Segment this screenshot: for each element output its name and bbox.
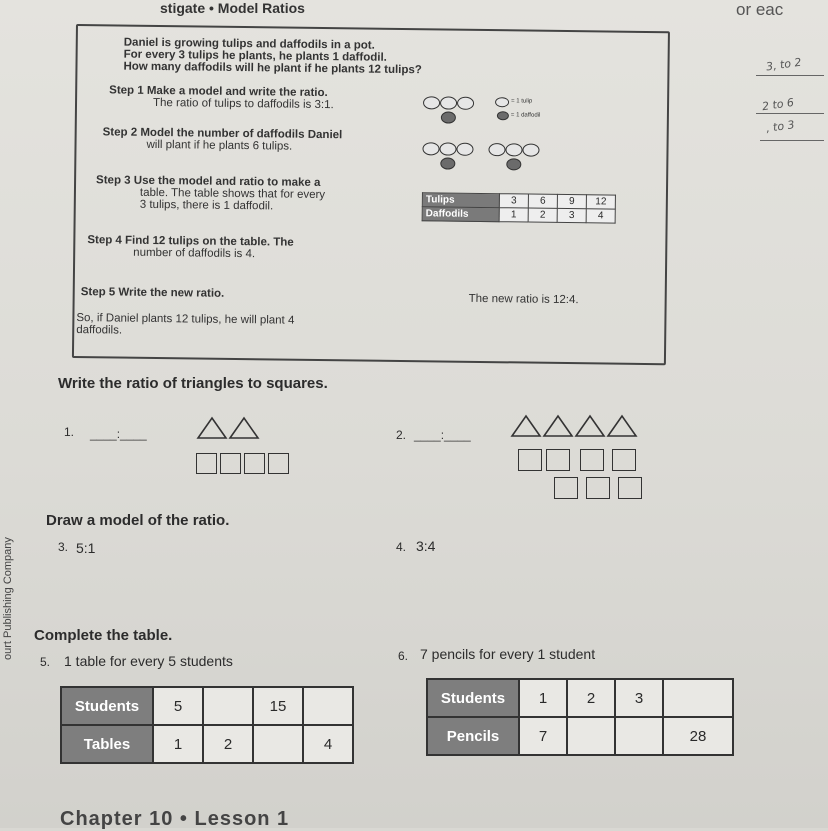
table-cell[interactable]: 5 (153, 687, 203, 725)
step4-detail: number of daffodils is 4. (133, 246, 256, 261)
table-cell[interactable] (203, 687, 253, 725)
tulip-circle (457, 97, 474, 110)
example-intro-line: For every 3 tulips he plants, he plants 1 daffodil. (123, 48, 387, 64)
table-cell: 1 (499, 208, 528, 222)
step1-title: Step 1 Make a model and write the ratio. (109, 84, 328, 100)
table-cell[interactable] (253, 725, 303, 763)
q4-ratio: 3:4 (416, 538, 436, 554)
table-cell[interactable]: 3 (615, 679, 663, 717)
section-heading-draw-model: Draw a model of the ratio. (46, 512, 230, 529)
square-shape (586, 477, 610, 499)
table-row (61, 725, 353, 763)
answer-line (756, 113, 824, 114)
q2-answer-blank[interactable]: ____:____ (414, 428, 471, 442)
question-2-number: 2. (396, 428, 407, 442)
page-footer: Chapter 10 • Lesson 1 (60, 808, 290, 830)
q1-answer-blank[interactable]: ____:____ (90, 427, 147, 441)
legend-tulip: = 1 tulip (511, 98, 533, 105)
handwritten-note-1: 3, to 2 (765, 55, 803, 74)
row-header: Pencils (427, 717, 519, 755)
step2-detail: will plant if he plants 6 tulips. (146, 138, 293, 153)
question-3-number: 3. (58, 540, 69, 554)
triangle-shape (608, 416, 636, 436)
table-row (61, 687, 353, 725)
daffodil-legend-icon (497, 111, 509, 120)
table-row (427, 679, 733, 717)
tulip-circle (423, 96, 440, 109)
q6-table (426, 678, 734, 756)
conclusion-line: So, if Daniel plants 12 tulips, he will plant 4 (76, 312, 295, 327)
table-row (427, 717, 733, 755)
square-shape (196, 453, 217, 474)
table-cell: 3 (499, 194, 528, 208)
tulip-daffodil-table (422, 192, 616, 223)
table-cell[interactable]: 28 (663, 717, 733, 755)
q6-prompt: 7 pencils for every 1 student (420, 646, 596, 662)
q3-ratio: 5:1 (76, 540, 96, 556)
legend-daffodil: = 1 daffodil (510, 112, 541, 119)
triangle-shape (198, 418, 226, 438)
answer-line (760, 140, 824, 141)
table-cell[interactable]: 2 (203, 725, 253, 763)
table-cell: 9 (557, 194, 586, 208)
question-6-number: 6. (398, 649, 409, 663)
table-cell[interactable] (303, 687, 353, 725)
table-cell[interactable]: 2 (567, 679, 615, 717)
tulip-circle (440, 96, 457, 109)
square-shape (580, 449, 604, 471)
question-5-number: 5. (40, 655, 51, 669)
page-title: stigate • Model Ratios (160, 0, 305, 16)
corner-text: or eac (736, 0, 784, 19)
q5-table (60, 686, 354, 764)
publisher-credit: ourt Publishing Company (2, 537, 14, 660)
table-cell[interactable] (567, 717, 615, 755)
tulip-circle (505, 143, 522, 156)
q5-prompt: 1 table for every 5 students (64, 653, 233, 669)
tulip-circle (456, 143, 473, 156)
row-header: Tulips (422, 193, 499, 208)
q2-triangles (510, 414, 642, 438)
triangle-shape (512, 416, 540, 436)
section-heading-ratio-triangles: Write the ratio of triangles to squares. (58, 375, 328, 392)
section-heading-complete-table: Complete the table. (34, 627, 173, 644)
handwritten-note-3: , to 3 (765, 118, 796, 135)
tulip-circle (422, 142, 439, 155)
step5-title: Step 5 Write the new ratio. (80, 286, 225, 300)
question-1-number: 1. (64, 425, 75, 439)
step3-detail: 3 tulips, there is 1 daffodil. (139, 198, 274, 213)
q1-triangles (196, 416, 266, 440)
example-intro-line: Daniel is growing tulips and daffodils in a pot. (123, 36, 375, 52)
row-header: Students (427, 679, 519, 717)
table-cell: 4 (586, 209, 615, 223)
table-cell: 6 (528, 194, 557, 208)
triangle-shape (230, 418, 258, 438)
step2-title: Step 2 Model the number of daffodils Daniel (102, 126, 343, 142)
square-shape (220, 453, 241, 474)
square-shape (546, 449, 570, 471)
square-shape (554, 477, 578, 499)
square-shape (618, 477, 642, 499)
daffodil-circle (440, 157, 455, 169)
step3-detail: table. The table shows that for every (139, 186, 326, 202)
step3-title: Step 3 Use the model and ratio to make a (96, 174, 321, 189)
table-cell[interactable]: 4 (303, 725, 353, 763)
new-ratio-text: The new ratio is 12:4. (468, 292, 579, 307)
table-row (422, 207, 615, 223)
tulip-circle (488, 143, 505, 156)
square-shape (612, 449, 636, 471)
tulip-circle (522, 143, 539, 156)
row-header: Students (61, 687, 153, 725)
conclusion-line: daffodils. (76, 324, 123, 337)
row-header: Tables (61, 725, 153, 763)
answer-line (756, 75, 824, 76)
square-shape (518, 449, 542, 471)
tulip-circle (439, 142, 456, 155)
triangle-shape (576, 416, 604, 436)
table-cell[interactable] (663, 679, 733, 717)
step4-title: Step 4 Find 12 tulips on the table. The (87, 234, 294, 249)
table-cell: 2 (528, 208, 557, 222)
triangle-shape (544, 416, 572, 436)
daffodil-circle (441, 111, 456, 123)
table-cell[interactable]: 1 (519, 679, 567, 717)
table-cell[interactable]: 1 (153, 725, 203, 763)
example-intro-line: How many daffodils will he plant if he plants 12 tulips? (123, 60, 422, 77)
square-shape (244, 453, 265, 474)
row-header: Daffodils (422, 207, 499, 222)
square-shape (268, 453, 289, 474)
worked-example-box (72, 24, 670, 365)
table-cell[interactable]: 7 (519, 717, 567, 755)
table-cell[interactable]: 15 (253, 687, 303, 725)
table-cell: 12 (586, 195, 615, 209)
daffodil-circle (506, 158, 521, 170)
step1-detail: The ratio of tulips to daffodils is 3:1. (152, 96, 334, 112)
question-4-number: 4. (396, 540, 407, 554)
tulip-legend-icon (495, 97, 509, 107)
handwritten-note-2: 2 to 6 (761, 95, 795, 114)
table-cell: 3 (557, 208, 586, 222)
table-cell[interactable] (615, 717, 663, 755)
